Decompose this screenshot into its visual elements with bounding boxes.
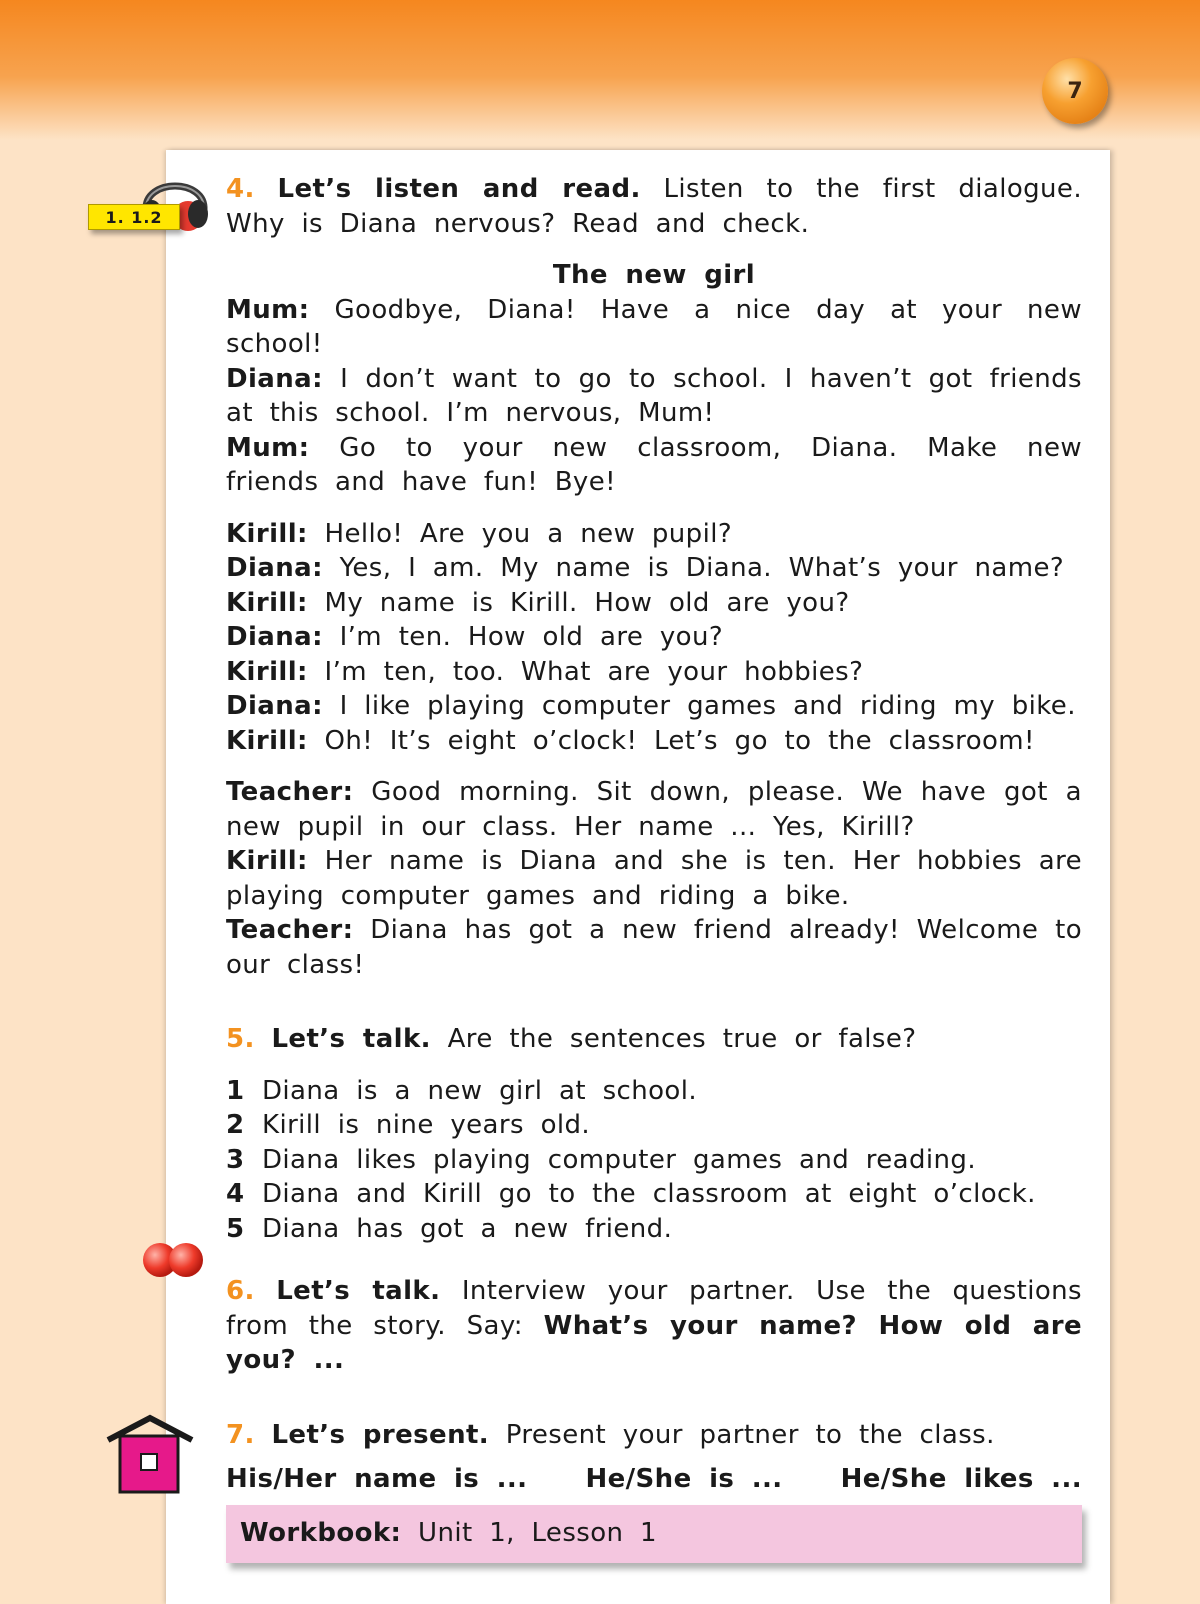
speaker: Kirill: xyxy=(226,518,308,549)
present-phrases xyxy=(226,1462,1082,1497)
exercise-heading: Let’s talk. xyxy=(271,1024,431,1054)
dialogue-block-3 xyxy=(226,775,1082,982)
line-text: Her name is Diana and she is ten. Her hobbies are playing computer games and riding a bike. xyxy=(226,846,1083,911)
phrase: His/Her name is ... xyxy=(226,1464,528,1494)
line-text: I’m ten. How old are you? xyxy=(339,622,724,652)
exercise-6-header xyxy=(226,1274,1082,1378)
item-text: Diana is a new girl at school. xyxy=(262,1075,698,1106)
phrase: He/She is ... xyxy=(585,1464,783,1494)
speaker: Diana: xyxy=(226,622,323,652)
true-false-list xyxy=(226,1074,1082,1247)
line-text: Yes, I am. My name is Diana. What’s your name? xyxy=(339,553,1065,583)
exercise-4-header xyxy=(226,172,1082,241)
exercise-heading: Let’s present. xyxy=(271,1419,490,1450)
item-number: 4 xyxy=(226,1179,245,1209)
speaker: Teacher: xyxy=(226,915,354,945)
audio-track-badge[interactable]: 1. 1.2 xyxy=(88,204,180,230)
item-text: Kirill is nine years old. xyxy=(262,1110,591,1140)
item-number: 5 xyxy=(226,1213,245,1244)
dialogue-line xyxy=(226,913,1082,982)
item-number: 3 xyxy=(226,1144,245,1175)
workbook-label: Workbook: xyxy=(240,1518,402,1549)
story-title: The new girl xyxy=(552,260,756,290)
list-item xyxy=(226,1074,1082,1109)
item-number: 1 xyxy=(226,1075,245,1106)
line-text: My name is Kirill. How old are you? xyxy=(324,587,850,618)
line-text: I don’t want to go to school. I haven’t got friends at this school. I’m nervous, Mum! xyxy=(226,363,1083,428)
exercise-7-header xyxy=(226,1418,1082,1453)
dialogue-line xyxy=(226,551,1082,586)
speaker: Diana: xyxy=(226,691,323,721)
dialogue-line xyxy=(226,844,1082,913)
dialogue-line xyxy=(226,620,1082,655)
exercise-number: 5. xyxy=(226,1024,255,1054)
workbook-reference xyxy=(226,1505,1082,1563)
exercise-instruction: Are the sentences true or false? xyxy=(447,1024,917,1054)
item-number: 2 xyxy=(226,1110,245,1140)
list-item xyxy=(226,1108,1082,1143)
page-content xyxy=(226,172,1082,1563)
dialogue-line xyxy=(226,724,1082,759)
line-text: Goodbye, Diana! Have a nice day at your new school! xyxy=(226,294,1082,359)
list-item xyxy=(226,1212,1082,1247)
dialogue-line xyxy=(226,517,1082,552)
line-text: Diana has got a new friend already! Welcome to our class! xyxy=(226,915,1082,980)
page-number: 7 xyxy=(1042,58,1108,124)
example-questions: What’s your name? How old are you? ... xyxy=(226,1310,1082,1375)
dialogue-line xyxy=(226,775,1082,844)
list-item xyxy=(226,1177,1082,1212)
line-text: Hello! Are you a new pupil? xyxy=(324,518,733,549)
line-text: Good morning. Sit down, please. We have got a new pupil in our class. Her name ... Yes, Kirill? xyxy=(226,777,1082,842)
exercise-number: 4. xyxy=(226,174,255,204)
speaker: Mum: xyxy=(226,294,310,325)
speaker: Diana: xyxy=(226,553,323,583)
item-text: Diana has got a new friend. xyxy=(262,1213,673,1244)
exercise-heading: Let’s talk. xyxy=(276,1276,441,1306)
home-icon xyxy=(104,1414,196,1494)
line-text: I’m ten, too. What are your hobbies? xyxy=(324,656,864,687)
speaker: Mum: xyxy=(226,432,310,463)
exercise-number: 6. xyxy=(226,1276,255,1306)
line-text: I like playing computer games and riding my bike. xyxy=(339,691,1076,721)
speaker: Kirill: xyxy=(226,846,308,876)
dialogue-line xyxy=(226,689,1082,724)
dialogue-block-2 xyxy=(226,517,1082,759)
exercise-instruction: Listen to the first dialogue. Why is Diana nervous? Read and check. xyxy=(226,174,1082,239)
speaker: Diana: xyxy=(226,363,323,394)
pair-work-icon xyxy=(140,1240,212,1280)
dialogue-line xyxy=(226,431,1082,500)
list-item xyxy=(226,1143,1082,1178)
dialogue-block-1 xyxy=(226,293,1082,500)
dialogue-line xyxy=(226,362,1082,431)
line-text: Go to your new classroom, Diana. Make new friends and have fun! Bye! xyxy=(226,432,1083,497)
dialogue-line xyxy=(226,293,1082,362)
item-text: Diana and Kirill go to the classroom at eight o’clock. xyxy=(262,1179,1036,1209)
item-text: Diana likes playing computer games and reading. xyxy=(262,1144,976,1175)
exercise-5-header xyxy=(226,1022,1082,1057)
exercise-instruction: Interview your partner. Use the questions from the story. Say: xyxy=(226,1276,1083,1341)
speaker: Kirill: xyxy=(226,725,308,756)
phrase: He/She likes ... xyxy=(840,1464,1082,1494)
top-band xyxy=(0,0,1200,140)
speaker: Kirill: xyxy=(226,587,308,618)
speaker: Teacher: xyxy=(226,777,354,807)
line-text: Oh! It’s eight o’clock! Let’s go to the classroom! xyxy=(324,725,1035,756)
workbook-text: Unit 1, Lesson 1 xyxy=(418,1518,658,1549)
speaker: Kirill: xyxy=(226,656,308,687)
dialogue-line xyxy=(226,655,1082,690)
dialogue-line xyxy=(226,586,1082,621)
exercise-heading: Let’s listen and read. xyxy=(277,174,641,204)
exercise-number: 7. xyxy=(226,1419,255,1450)
exercise-instruction: Present your partner to the class. xyxy=(505,1419,995,1450)
